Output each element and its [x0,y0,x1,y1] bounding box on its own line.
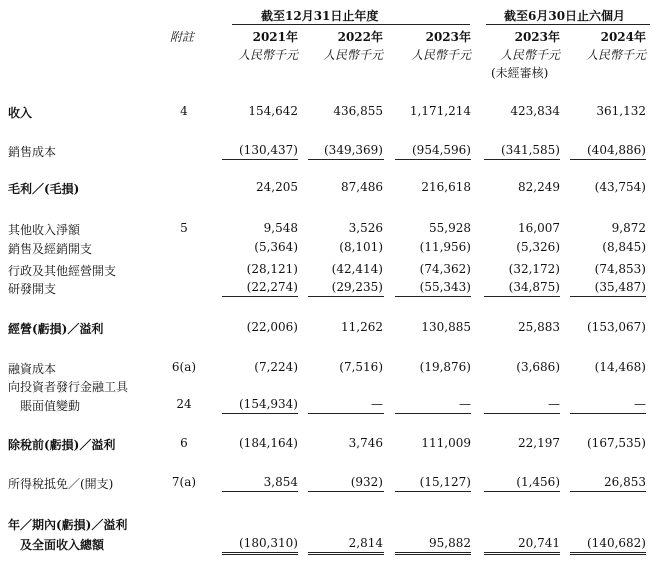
cell-operating-2022: 11,262 [341,320,383,334]
double-rule-net-2022 [308,552,384,555]
rule-cost-2021 [222,159,298,160]
rule-cost-2024h [570,159,646,160]
row-label-net-result-line2: 及全面收入總額 [20,538,105,552]
cell-other-income-2023: 55,928 [429,221,471,235]
row-label-admin-expenses: 行政及其他經營開支 [8,264,117,278]
unit-header-2024-half: 人民幣千元 [585,48,646,62]
row-label-pretax-result: 除稅前(虧損)／溢利 [8,438,116,452]
cell-operating-2021: (22,006) [246,320,298,334]
row-label-income-tax: 所得稅抵免／(開支) [8,477,114,491]
cell-selling-2021: (5,364) [254,240,298,254]
cell-rnd-2024h: (35,487) [594,280,646,294]
rule-tax-2023h [484,491,560,492]
cell-tax-2023: (15,127) [419,475,471,489]
cell-gross-2021: 24,205 [256,180,298,194]
group-header-year: 截至12月31日止年度 [261,9,379,23]
cell-instrument-2021: (154,934) [239,397,298,411]
rule-tax-2023 [395,491,471,492]
group-header-half: 截至6月30日止六個月 [504,9,626,23]
cell-gross-2023h: 82,249 [518,180,560,194]
cell-rnd-2021: (22,274) [246,280,298,294]
cell-other-income-2021: 9,548 [263,221,298,235]
cell-pretax-2021: (184,164) [239,436,298,450]
cell-operating-2023h: 25,883 [518,320,560,334]
rule-cost-2023 [395,159,471,160]
cell-other-income-2024h: 9,872 [611,221,646,235]
cell-selling-2023: (11,956) [419,240,471,254]
cell-cost-2023h: (341,585) [501,143,560,157]
cell-finance-2021: (7,224) [254,360,298,374]
cell-finance-2023: (19,876) [419,360,471,374]
cell-operating-2024h: (153,067) [587,320,646,334]
year-header-2024-half: 2024年 [600,30,646,44]
double-rule-net-2021 [222,552,298,555]
rule-tax-2024h [570,491,646,492]
rule-tax-2021 [222,491,298,492]
cell-net-2021: (180,310) [239,536,298,550]
unit-header-2021: 人民幣千元 [237,48,298,62]
note-income-tax: 7(a) [171,475,197,489]
cell-finance-2022: (7,516) [339,360,383,374]
cell-instrument-2022: — [371,397,383,411]
unit-header-2023: 人民幣千元 [410,48,471,62]
cell-rnd-2023h: (34,875) [508,280,560,294]
cell-instrument-2024h: — [634,397,646,411]
cell-net-2024h: (140,682) [587,536,646,550]
cell-net-2023: 95,882 [429,536,471,550]
cell-instrument-2023: — [459,397,471,411]
cell-revenue-2023h: 423,834 [510,104,560,118]
cell-cost-2023: (954,596) [412,143,471,157]
year-header-2021: 2021年 [252,30,298,44]
cell-net-2023h: 20,741 [518,536,560,550]
cell-tax-2021: 3,854 [263,475,298,489]
double-rule-net-2023 [395,552,471,555]
double-rule-net-2024h [570,552,646,555]
cell-cost-2022: (349,369) [324,143,383,157]
note-revenue: 4 [180,104,188,118]
row-label-revenue: 收入 [8,106,33,120]
row-label-selling-expenses: 銷售及經銷開支 [8,242,93,256]
unit-header-2022: 人民幣千元 [322,48,383,62]
cell-tax-2022: (932) [350,475,383,489]
cell-selling-2022: (8,101) [339,240,383,254]
row-label-cost-of-sales: 銷售成本 [8,145,57,159]
rule-cost-2023h [484,159,560,160]
row-label-net-result: 年／期內(虧損)／溢利 [8,518,128,532]
rule-tax-2022 [308,491,384,492]
cell-selling-2023h: (5,326) [516,240,560,254]
year-header-2023: 2023年 [425,30,471,44]
cell-revenue-2023: 1,171,214 [409,104,471,118]
year-header-2023-half: 2023年 [514,30,560,44]
cell-finance-2024h: (14,468) [594,360,646,374]
double-rule-net-2023h [484,552,560,555]
cell-cost-2021: (130,437) [239,143,298,157]
cell-gross-2022: 87,486 [341,180,383,194]
cell-selling-2024h: (8,845) [602,240,646,254]
cell-gross-2024h: (43,754) [594,180,646,194]
rule-instrument-2023h [484,413,560,414]
cell-revenue-2024h: 361,132 [596,104,646,118]
cell-pretax-2022: 3,746 [348,436,383,450]
cell-gross-2023: 216,618 [421,180,471,194]
group-header-half-rule [486,24,650,25]
rule-rnd-2023 [395,296,471,297]
rule-rnd-2023h [484,296,560,297]
cell-admin-2023h: (32,172) [508,262,560,276]
cell-net-2022: 2,814 [348,536,383,550]
cell-admin-2022: (42,414) [331,262,383,276]
cell-revenue-2021: 154,642 [248,104,298,118]
cell-tax-2023h: (1,456) [516,475,560,489]
row-label-operating-result: 經營(虧損)／溢利 [8,322,104,336]
cell-rnd-2022: (29,235) [331,280,383,294]
row-label-instrument-change: 向投資者發行金融工具 [8,380,129,394]
note-column-header: 附註 [170,30,195,44]
note-finance-costs: 6(a) [171,360,197,374]
rule-cost-2022 [308,159,384,160]
cell-pretax-2024h: (167,535) [587,436,646,450]
cell-other-income-2023h: 16,007 [518,221,560,235]
unaudited-label: (未經審核) [491,66,549,80]
unit-header-2023-half: 人民幣千元 [499,48,560,62]
rule-rnd-2021 [222,296,298,297]
cell-admin-2023: (74,362) [419,262,471,276]
rule-instrument-2024h [570,413,646,414]
cell-pretax-2023: 111,009 [421,436,471,450]
cell-admin-2024h: (74,853) [594,262,646,276]
row-label-instrument-change-line2: 賬面值變動 [20,399,81,413]
cell-pretax-2023h: 22,197 [518,436,560,450]
rule-rnd-2024h [570,296,646,297]
cell-operating-2023: 130,885 [421,320,471,334]
group-header-year-rule [232,24,470,25]
cell-revenue-2022: 436,855 [333,104,383,118]
rule-rnd-2022 [308,296,384,297]
cell-rnd-2023: (55,343) [419,280,471,294]
cell-instrument-2023h: — [548,397,560,411]
row-label-rnd-expenses: 研發開支 [8,282,57,296]
cell-cost-2024h: (404,886) [587,143,646,157]
row-label-gross-profit: 毛利／(毛損) [8,182,80,196]
cell-admin-2021: (28,121) [246,262,298,276]
cell-other-income-2022: 3,526 [348,221,383,235]
row-label-other-income: 其他收入淨額 [8,223,81,237]
note-pretax-result: 6 [180,436,188,450]
rule-instrument-2023 [395,413,471,414]
year-header-2022: 2022年 [337,30,383,44]
rule-instrument-2022 [308,413,384,414]
note-instrument-change: 24 [176,397,192,411]
note-other-income: 5 [180,221,188,235]
rule-instrument-2021 [222,413,298,414]
row-label-finance-costs: 融資成本 [8,362,57,376]
cell-tax-2024h: 26,853 [604,475,646,489]
cell-finance-2023h: (3,686) [516,360,560,374]
